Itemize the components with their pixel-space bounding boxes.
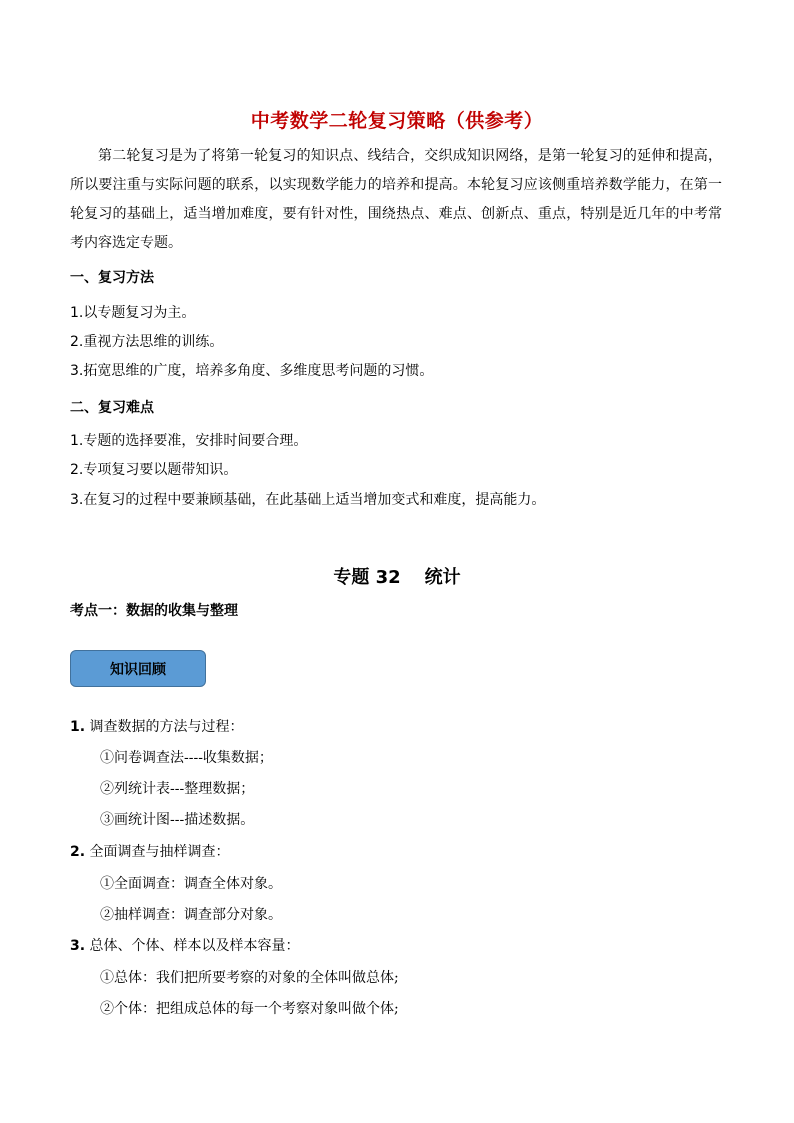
point-title: 总体、个体、样本以及样本容量：: [89, 938, 300, 954]
topic-heading: [0, 563, 794, 589]
point-sub-item: ③画统计图---描述数据。: [100, 812, 255, 828]
section-heading-difficulties: 二、复习难点: [70, 400, 154, 416]
difficulty-item: 3.在复习的过程中要兼顾基础，在此基础上适当增加变式和难度，提高能力。: [70, 492, 546, 508]
difficulty-item: 1.专题的选择要准，安排时间要合理。: [70, 433, 308, 449]
method-item: 1.以专题复习为主。: [70, 305, 196, 321]
method-item: 3.拓宽思维的广度，培养多角度、多维度思考问题的习惯。: [70, 363, 434, 379]
point-heading: [70, 935, 300, 955]
topic-name: 统计: [424, 567, 461, 588]
method-item: 2.重视方法思维的训练。: [70, 334, 224, 350]
point-sub-item: ②抽样调查：调查部分对象。: [100, 907, 282, 923]
section-heading-methods: 一、复习方法: [70, 270, 154, 286]
document-title: 中考数学二轮复习策略（供参考）: [250, 110, 544, 132]
point-number: 1.: [70, 719, 86, 735]
knowledge-review-button[interactable]: 知识回顾: [70, 650, 206, 687]
point-sub-item: ①全面调查：调查全体对象。: [100, 876, 282, 892]
point-heading: [70, 716, 244, 736]
topic-label: 专题 32: [333, 567, 401, 588]
point-title: 全面调查与抽样调查：: [89, 844, 230, 860]
point-sub-item: ①问卷调查法----收集数据；: [100, 750, 273, 766]
point-title: 调查数据的方法与过程：: [89, 719, 244, 735]
point-heading: [70, 841, 230, 861]
difficulty-item: 2.专项复习要以题带知识。: [70, 462, 238, 478]
point-number: 3.: [70, 938, 86, 954]
point-sub-item: ①总体：我们把所要考察的对象的全体叫做总体;: [100, 970, 399, 986]
point-sub-item: ②个体：把组成总体的每一个考察对象叫做个体;: [100, 1001, 399, 1017]
intro-paragraph: 第二轮复习是为了将第一轮复习的知识点、线结合，交织成知识网络，是第一轮复习的延伸和提高，所以要注重与实际问题的联系，以实现数学能力的培养和提高。本轮复习应该侧重培养数学能力，在第一轮复习的基础上，适当增加难度，要有针对性，围绕热点、难点、创新点、重点，特别是近几年的中考常考内容选定专题。: [70, 148, 722, 251]
point-sub-item: ②列统计表---整理数据；: [100, 781, 255, 797]
exam-point-heading: 考点一：数据的收集与整理: [70, 603, 238, 619]
point-number: 2.: [70, 844, 86, 860]
